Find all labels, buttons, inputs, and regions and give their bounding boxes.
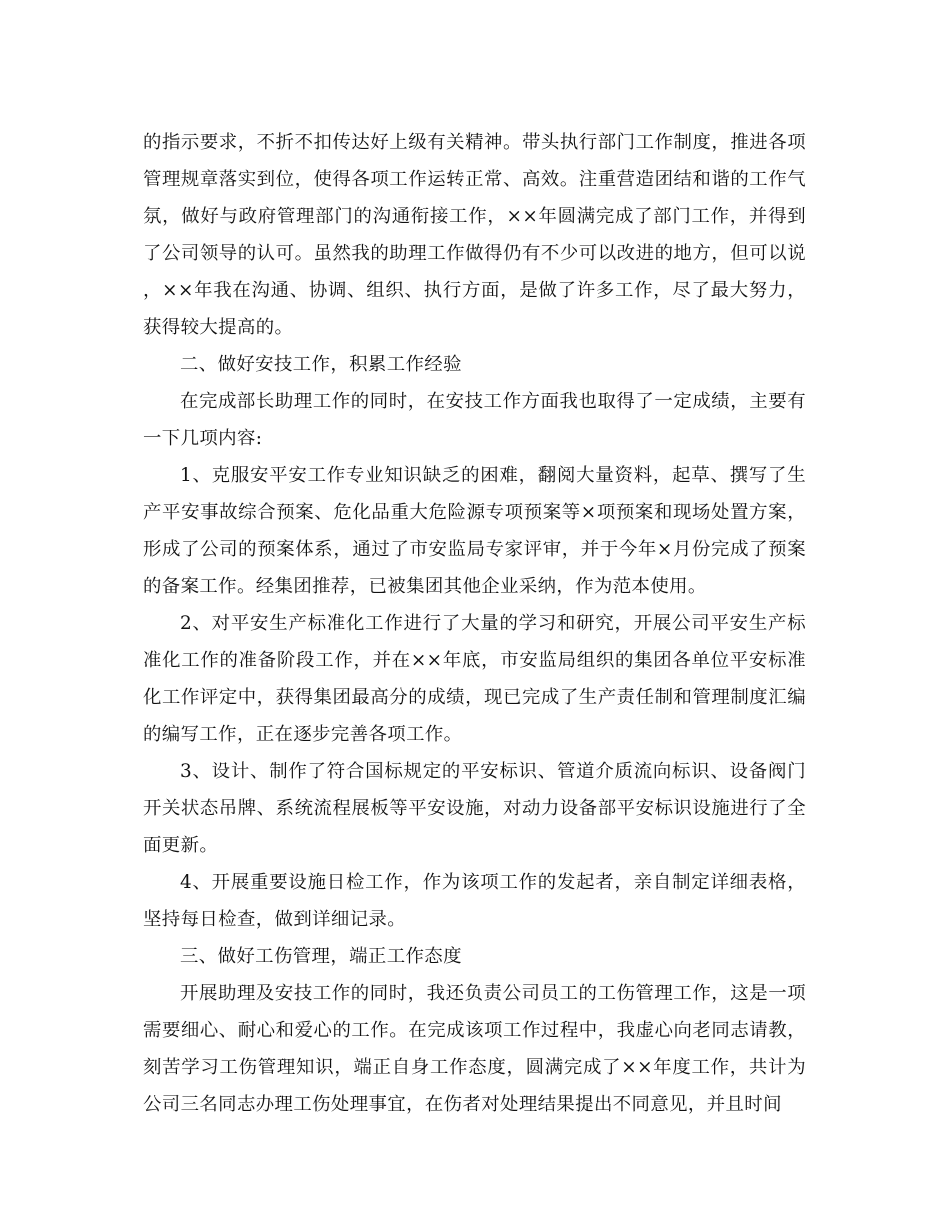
paragraph-item-4: 4、开展重要设施日检工作，作为该项工作的发起者，亲自制定详细表格，坚持每日检查，做到详细记录。 bbox=[143, 872, 806, 930]
paragraph-item-1: 1、克服安平安工作专业知识缺乏的困难，翻阅大量资料，起草、撰写了生产平安事故综合预案、危化品重大危险源专项预案等×项预案和现场处置方案，形成了公司的预案体系，通过了市安监局专家评审，并于今年×月份完成了预案的备案工作。经集团推荐，已被集团其他企业采纳，作为范本使用。 bbox=[143, 465, 806, 597]
paragraph-continuation: 的指示要求，不折不扣传达好上级有关精神。带头执行部门工作制度，推进各项管理规章落实到位，使得各项工作运转正常、高效。注重营造团结和谐的工作气氛，做好与政府管理部门的沟通衔接工作，××年圆满完成了部门工作，并得到了公司领导的认可。虽然我的助理工作做得仍有不少可以改进的地方，但可以说，××年我在沟通、协调、组织、执行方面，是做了许多工作，尽了最大努力，获得较大提高的。 bbox=[143, 132, 806, 338]
section-heading-2: 二、做好安技工作，积累工作经验 bbox=[180, 354, 462, 375]
paragraph-injury-management: 开展助理及安技工作的同时，我还负责公司员工的工伤管理工作，这是一项需要细心、耐心和爱心的工作。在完成该项工作过程中，我虚心向老同志请教，刻苦学习工伤管理知识，端正自身工作态度，圆满完成了××年度工作，共计为公司三名同志办理工伤处理事宜，在伤者对处理结果提出不同意见，并且时间 bbox=[143, 983, 806, 1115]
document-body bbox=[143, 124, 806, 1123]
section-heading-3: 三、做好工伤管理，端正工作态度 bbox=[180, 946, 462, 967]
paragraph-safety-intro: 在完成部长助理工作的同时，在安技工作方面我也取得了一定成绩，主要有一下几项内容: bbox=[143, 391, 806, 449]
paragraph-item-2: 2、对平安生产标准化工作进行了大量的学习和研究，开展公司平安生产标准化工作的准备阶段工作，并在××年底，市安监局组织的集团各单位平安标准化工作评定中，获得集团最高分的成绩，现已完成了生产责任制和管理制度汇编的编写工作，正在逐步完善各项工作。 bbox=[143, 613, 806, 745]
paragraph-item-3: 3、设计、制作了符合国标规定的平安标识、管道介质流向标识、设备阀门开关状态吊牌、系统流程展板等平安设施，对动力设备部平安标识设施进行了全面更新。 bbox=[143, 761, 806, 856]
